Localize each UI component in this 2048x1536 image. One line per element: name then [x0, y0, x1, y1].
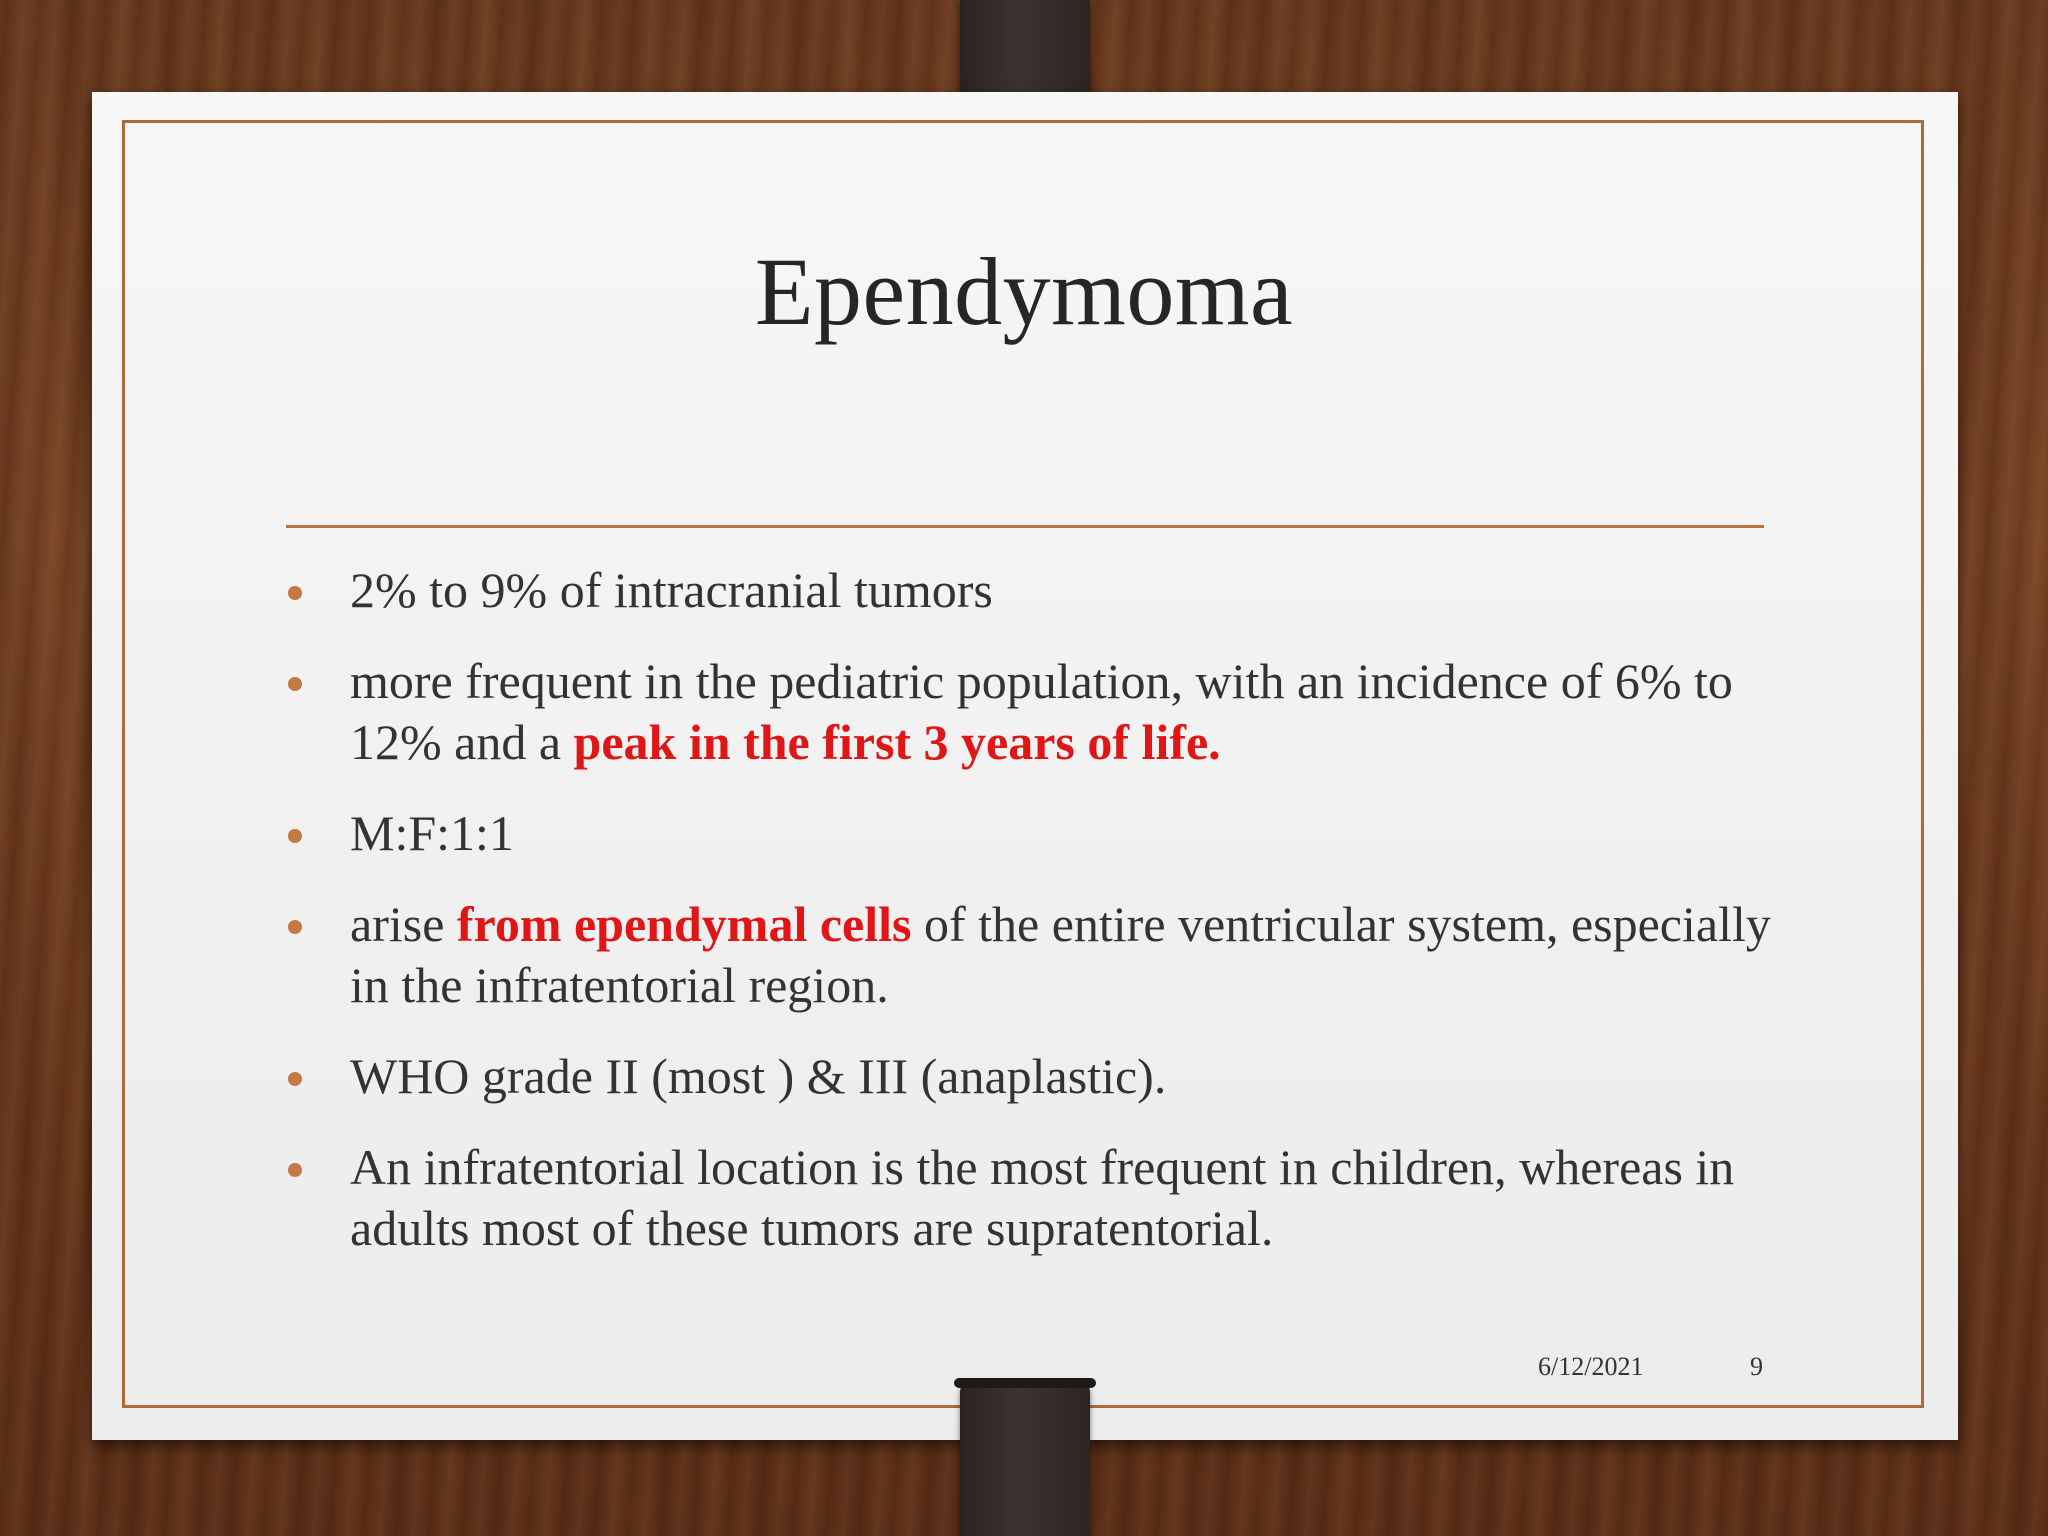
bullet-text: WHO grade II (most ) & III (anaplastic).	[350, 1048, 1167, 1104]
title-divider	[286, 525, 1764, 528]
bullet-item-pediatric	[286, 651, 1776, 773]
binder-clip-bottom	[960, 1382, 1090, 1536]
slide-date: 6/12/2021	[1538, 1352, 1644, 1381]
bullet-dot-icon	[288, 1072, 302, 1086]
bullet-item-origin	[286, 894, 1776, 1016]
bullet-highlight: peak in the first 3 years of life.	[573, 714, 1221, 770]
bullet-text: M:F:1:1	[350, 805, 514, 861]
slide-title: Ependymoma	[754, 238, 1294, 345]
bullet-dot-icon	[288, 586, 302, 600]
bullet-dot-icon	[288, 1163, 302, 1177]
bullet-item-incidence	[286, 560, 1776, 621]
bullet-item-location	[286, 1137, 1776, 1259]
binder-clip-bottom-lip	[954, 1378, 1096, 1388]
bullet-dot-icon	[288, 829, 302, 843]
bullet-list	[286, 560, 1776, 1289]
bullet-item-who-grade	[286, 1046, 1776, 1107]
slide-page-number: 9	[1750, 1352, 1763, 1381]
bullet-dot-icon	[288, 677, 302, 691]
bullet-item-sex-ratio	[286, 803, 1776, 864]
bullet-text: 2% to 9% of intracranial tumors	[350, 562, 993, 618]
bullet-text-tail: of the entire ventricular system, especially in the infratentorial region.	[350, 896, 1771, 1013]
bullet-text: more frequent in the pediatric population, with an incidence of 6% to 12% and a	[350, 653, 1733, 770]
bullet-text: arise	[350, 896, 457, 952]
bullet-dot-icon	[288, 920, 302, 934]
bullet-highlight: from ependymal cells	[456, 896, 912, 952]
bullet-text: An infratentorial location is the most frequent in children, whereas in adults most of these tumors are supratentorial.	[350, 1139, 1735, 1256]
